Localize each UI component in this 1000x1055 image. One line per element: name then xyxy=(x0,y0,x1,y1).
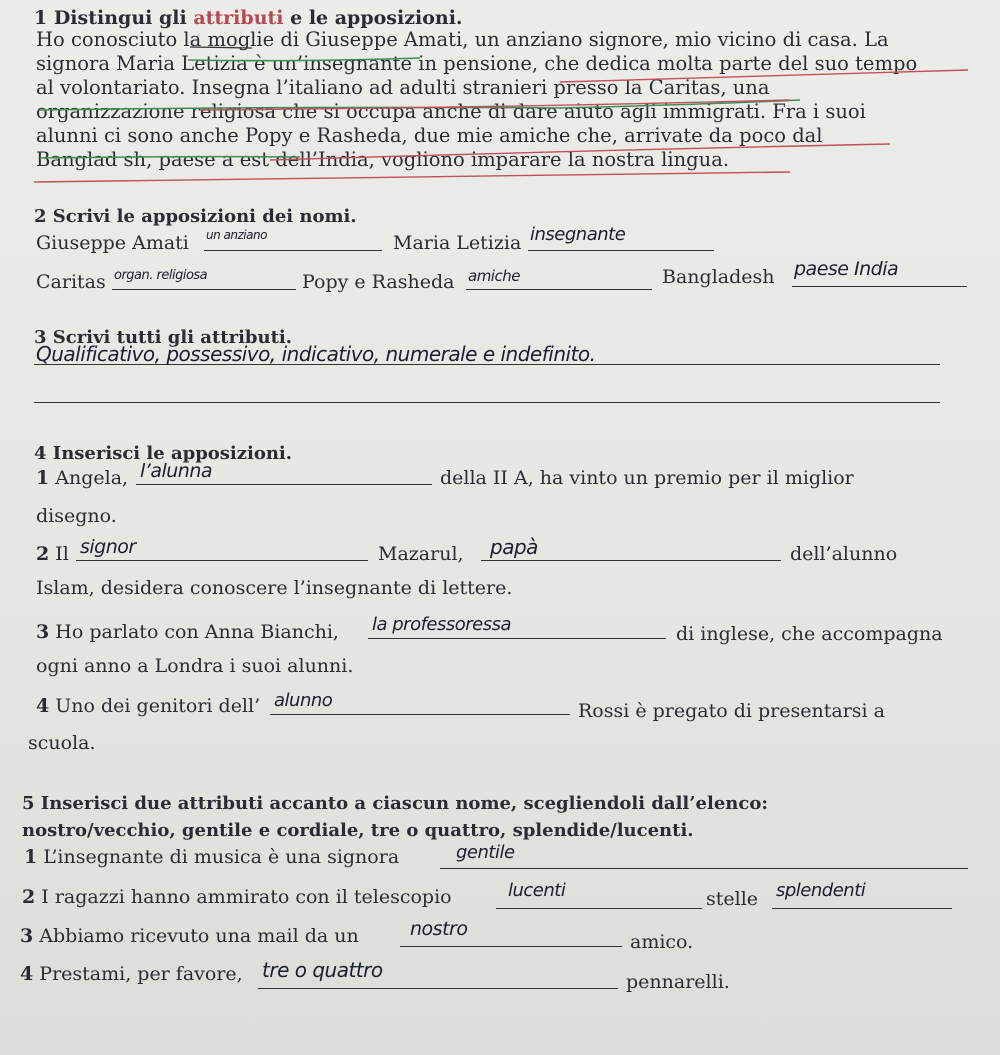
answer-ex5-4: tre o quattro xyxy=(262,958,383,982)
label-popy-rasheda: Popy e Rasheda xyxy=(302,271,455,293)
exercise-1-line-4: organizzazione religiosa che si occupa anche di dare aiuto agli immigrati. Fra i suoi xyxy=(36,100,866,123)
ex4-item-3-post: di inglese, che accompagna xyxy=(676,623,943,645)
ex4-item-2-post: dell’alunno xyxy=(790,543,898,565)
answer-ex4-1: l’alunna xyxy=(140,460,213,482)
answer-ex4-2b: papà xyxy=(490,535,538,559)
exercise-1-line-3: al volontariato. Insegna l’italiano ad adulti stranieri presso la Caritas, una xyxy=(36,76,770,99)
ex5-item-2-text: I ragazzi hanno ammirato con il telescopio xyxy=(41,886,452,908)
ex4-item-1-pre xyxy=(36,466,128,490)
ex4-item-4-number: 4 xyxy=(36,695,50,717)
label-caritas: Caritas xyxy=(36,271,106,293)
answer-ex5-1: gentile xyxy=(456,842,515,863)
pen-markings xyxy=(0,0,1000,200)
ex4-item-1-number: 1 xyxy=(36,467,50,489)
exercise-4-title: 4 Inserisci le apposizioni. xyxy=(34,443,293,464)
exercise-1-line-2: signora Maria Letizia è un’insegnante in pensione, che dedica molta parte del suo tempo xyxy=(36,52,918,75)
ex4-item-4-cont: scuola. xyxy=(28,732,96,754)
ex4-item-1-cont: disegno. xyxy=(36,505,117,527)
label-bangladesh: Bangladesh xyxy=(662,266,775,288)
ex4-item-2-cont: Islam, desidera conoscere l’insegnante di lettere. xyxy=(36,577,513,599)
answer-ex5-3: nostro xyxy=(410,918,468,940)
ex4-item-4-post: Rossi è pregato di presentarsi a xyxy=(578,700,885,722)
ex4-item-2-mid: Mazarul, xyxy=(378,543,464,565)
ex4-item-3-pre xyxy=(36,620,339,644)
ex4-item-3-cont: ogni anno a Londra i suoi alunni. xyxy=(36,655,354,677)
ex5-item-2-mid: stelle xyxy=(706,888,759,910)
answer-caritas: organ. religiosa xyxy=(114,268,208,283)
exercise-5-word-list: nostro/vecchio, gentile e cordiale, tre o quattro, splendide/lucenti. xyxy=(22,820,694,841)
ex4-item-2-number: 2 xyxy=(36,543,50,565)
ex5-item-4-post: pennarelli. xyxy=(626,971,730,993)
answer-ex5-2b: splendenti xyxy=(776,880,866,901)
answer-ex3: Qualificativo, possessivo, indicativo, numerale e indefinito. xyxy=(36,342,596,366)
answer-field-ex5-1[interactable] xyxy=(440,846,968,869)
label-maria-letizia: Maria Letizia xyxy=(393,232,522,254)
ex4-item-2-text-a: Il xyxy=(55,543,69,565)
ex5-item-3-number: 3 xyxy=(20,925,34,947)
exercise-1-line-1: Ho conosciuto la moglie di Giuseppe Amati, un anziano signore, mio vicino di casa. La xyxy=(36,28,889,51)
ex4-item-4-text-a: Uno dei genitori dell’ xyxy=(55,695,261,717)
ex5-item-1-number: 1 xyxy=(24,846,38,868)
ex4-item-3-number: 3 xyxy=(36,621,50,643)
ex4-item-1-post: della II A, ha vinto un premio per il miglior xyxy=(440,467,854,489)
answer-maria-letizia: insegnante xyxy=(530,224,626,245)
exercise-1-title-post: e le apposizioni. xyxy=(283,7,463,29)
exercise-5-title: 5 Inserisci due attributi accanto a ciascun nome, scegliendoli dall’elenco: xyxy=(22,793,768,814)
ex4-item-2-pre xyxy=(36,542,69,566)
exercise-1-line-5: alunni ci sono anche Popy e Rasheda, due mie amiche che, arrivate da poco dal xyxy=(36,124,823,147)
ex5-item-3-post: amico. xyxy=(630,931,694,953)
answer-ex4-3: la professoressa xyxy=(372,614,512,635)
answer-bangladesh: paese India xyxy=(794,258,899,280)
exercise-2-title: 2 Scrivi le apposizioni dei nomi. xyxy=(34,206,357,227)
answer-ex5-2a: lucenti xyxy=(508,880,566,901)
answer-field-ex3-line-2[interactable] xyxy=(34,380,940,403)
ex5-item-4-pre xyxy=(20,962,243,986)
answer-ex4-2a: signor xyxy=(80,536,136,558)
ex5-item-1-pre xyxy=(24,845,399,869)
ex4-item-1-text-a: Angela, xyxy=(55,467,129,489)
answer-ex4-4: alunno xyxy=(274,690,333,711)
ex5-item-2-pre xyxy=(22,885,452,909)
label-giuseppe-amati: Giuseppe Amati xyxy=(36,232,189,254)
exercise-3-title: 3 Scrivi tutti gli attributi. xyxy=(34,327,293,348)
ex5-item-2-number: 2 xyxy=(22,886,36,908)
ex4-item-3-text-a: Ho parlato con Anna Bianchi, xyxy=(55,621,339,643)
ex5-item-3-pre xyxy=(20,924,359,948)
answer-giuseppe-amati: un anziano xyxy=(206,228,267,242)
ex5-item-4-text: Prestami, per favore, xyxy=(39,963,243,985)
ex5-item-1-text: L’insegnante di musica è una signora xyxy=(43,846,400,868)
exercise-1-title-word: attributi xyxy=(193,7,284,29)
ex5-item-4-number: 4 xyxy=(20,963,34,985)
exercise-1-title-pre: 1 Distingui gli xyxy=(34,7,194,29)
answer-popy-rasheda: amiche xyxy=(468,267,520,285)
exercise-1-line-6: Banglad sh, paese a est dell’India, vogliono imparare la nostra lingua. xyxy=(36,148,730,171)
ex4-item-4-pre xyxy=(36,694,260,718)
ex5-item-3-text: Abbiamo ricevuto una mail da un xyxy=(39,925,359,947)
